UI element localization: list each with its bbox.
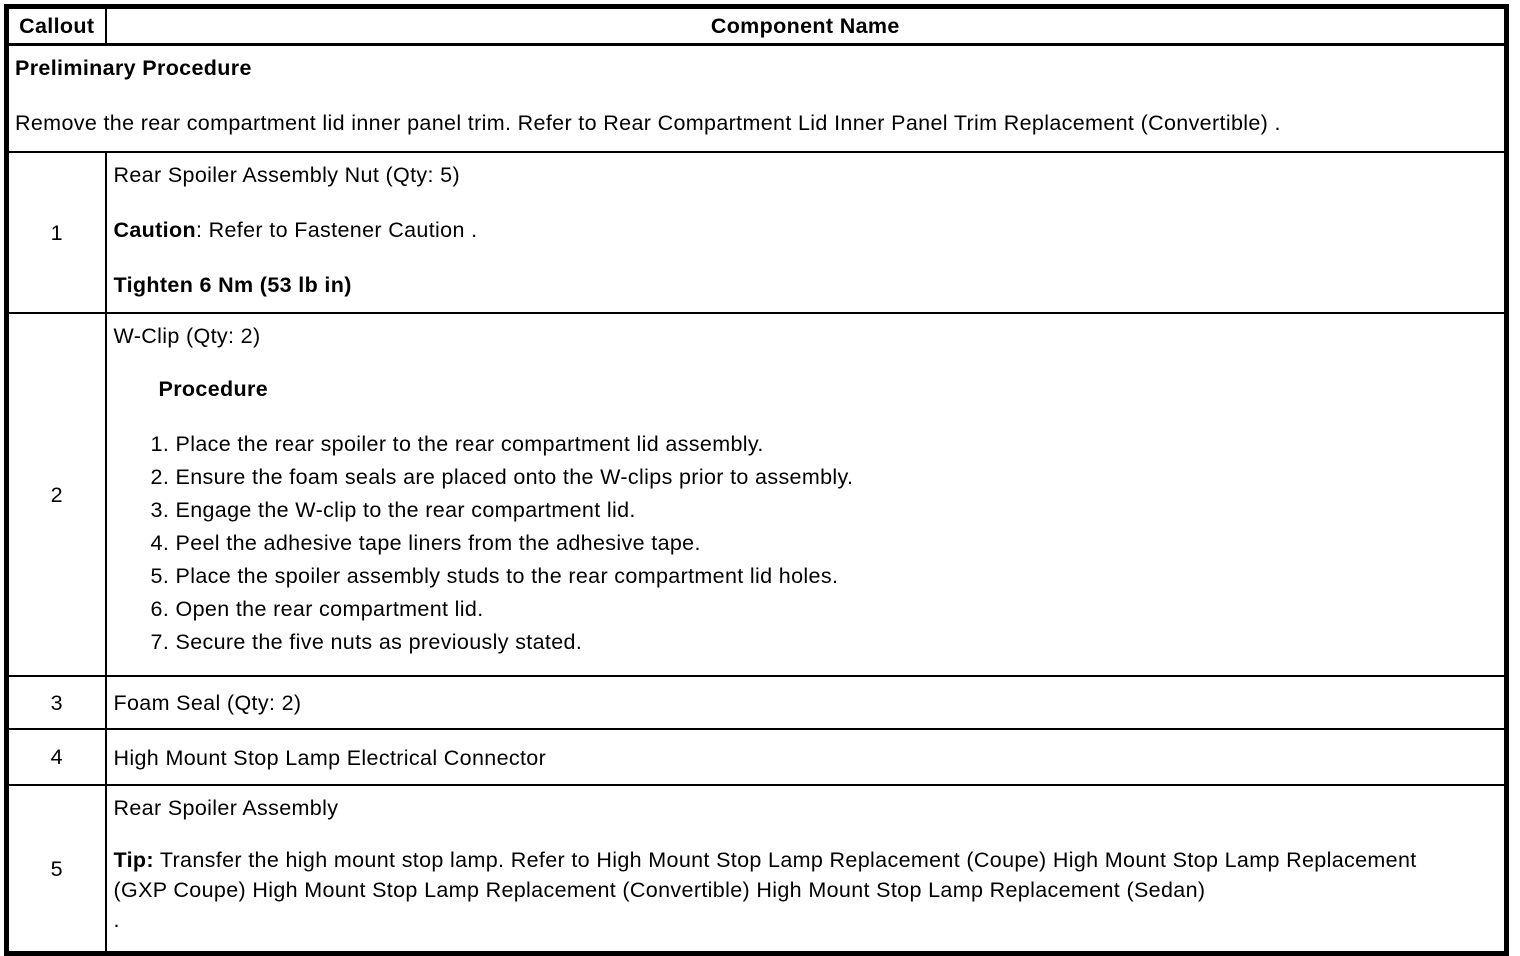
service-manual-page	[0, 4, 1520, 932]
table-row	[7, 313, 1507, 676]
preliminary-procedure-row	[7, 45, 1507, 153]
component-name-text: Rear Spoiler Assembly Nut (Qty: 5)	[113, 163, 460, 187]
sentence-terminator: .	[471, 218, 478, 242]
table-header-row	[7, 7, 1507, 45]
callout-number: 1	[7, 152, 106, 313]
tip-label: Tip:	[113, 848, 154, 872]
preliminary-procedure-cell	[7, 45, 1507, 153]
fastener-caution-reference: Fastener Caution	[294, 218, 465, 242]
component-name-column-header: Component Name	[106, 7, 1507, 45]
trim-replacement-reference: Rear Compartment Lid Inner Panel Trim Replacement (Convertible)	[603, 111, 1269, 135]
sentence-terminator: .	[1274, 111, 1281, 135]
stop-lamp-coupe-reference: High Mount Stop Lamp Replacement (Coupe)	[596, 848, 1047, 872]
table-row	[7, 152, 1507, 313]
tip-note	[114, 845, 1445, 935]
procedure-step: 6. Open the rear compartment lid.	[176, 594, 1497, 624]
procedure-step: 3. Engage the W-clip to the rear compartment lid.	[176, 495, 1497, 525]
component-cell	[106, 152, 1507, 313]
preliminary-procedure-text	[15, 108, 1496, 138]
component-table	[4, 4, 1509, 956]
procedure-step: 1. Place the rear spoiler to the rear compartment lid assembly.	[176, 429, 1497, 459]
component-cell	[106, 676, 1507, 729]
preliminary-procedure-title: Preliminary Procedure	[15, 56, 252, 80]
caution-note	[114, 215, 1497, 245]
preliminary-instruction-text: Remove the rear compartment lid inner panel trim. Refer to	[15, 111, 597, 135]
stop-lamp-convertible-reference: High Mount Stop Lamp Replacement (Convertible)	[252, 878, 751, 902]
component-name-text: High Mount Stop Lamp Electrical Connector	[113, 745, 547, 770]
tighten-spec: Tighten 6 Nm (53 lb in)	[113, 273, 352, 297]
sentence-terminator: .	[113, 908, 120, 932]
stop-lamp-gxp-coupe-reference: High Mount Stop Lamp Replacement (GXP Coupe)	[113, 848, 1417, 902]
procedure-title: Procedure	[158, 377, 268, 401]
table-row	[7, 785, 1507, 954]
table-row	[7, 676, 1507, 729]
component-cell	[106, 729, 1507, 785]
procedure-step: 7. Secure the five nuts as previously stated.	[176, 627, 1497, 657]
callout-number: 5	[7, 785, 106, 954]
procedure-step: 5. Place the spoiler assembly studs to the rear compartment lid holes.	[176, 561, 1497, 591]
component-name-text: Foam Seal (Qty: 2)	[113, 691, 302, 715]
component-cell	[106, 313, 1507, 676]
callout-number: 2	[7, 313, 106, 676]
procedure-step-list	[114, 429, 1497, 657]
tip-text: Transfer the high mount stop lamp. Refer to	[159, 848, 590, 872]
procedure-step: 2. Ensure the foam seals are placed onto the W-clips prior to assembly.	[176, 462, 1497, 492]
component-name-text: Rear Spoiler Assembly	[113, 796, 339, 820]
table-row	[7, 729, 1507, 785]
caution-text: : Refer to	[195, 218, 288, 242]
callout-column-header: Callout	[7, 7, 106, 45]
stop-lamp-sedan-reference: High Mount Stop Lamp Replacement (Sedan)	[756, 878, 1206, 902]
component-cell	[106, 785, 1507, 954]
callout-number: 3	[7, 676, 106, 729]
caution-label: Caution	[113, 218, 196, 242]
procedure-step: 4. Peel the adhesive tape liners from the adhesive tape.	[176, 528, 1497, 558]
component-name-text: W-Clip (Qty: 2)	[113, 324, 261, 348]
callout-number: 4	[7, 729, 106, 785]
